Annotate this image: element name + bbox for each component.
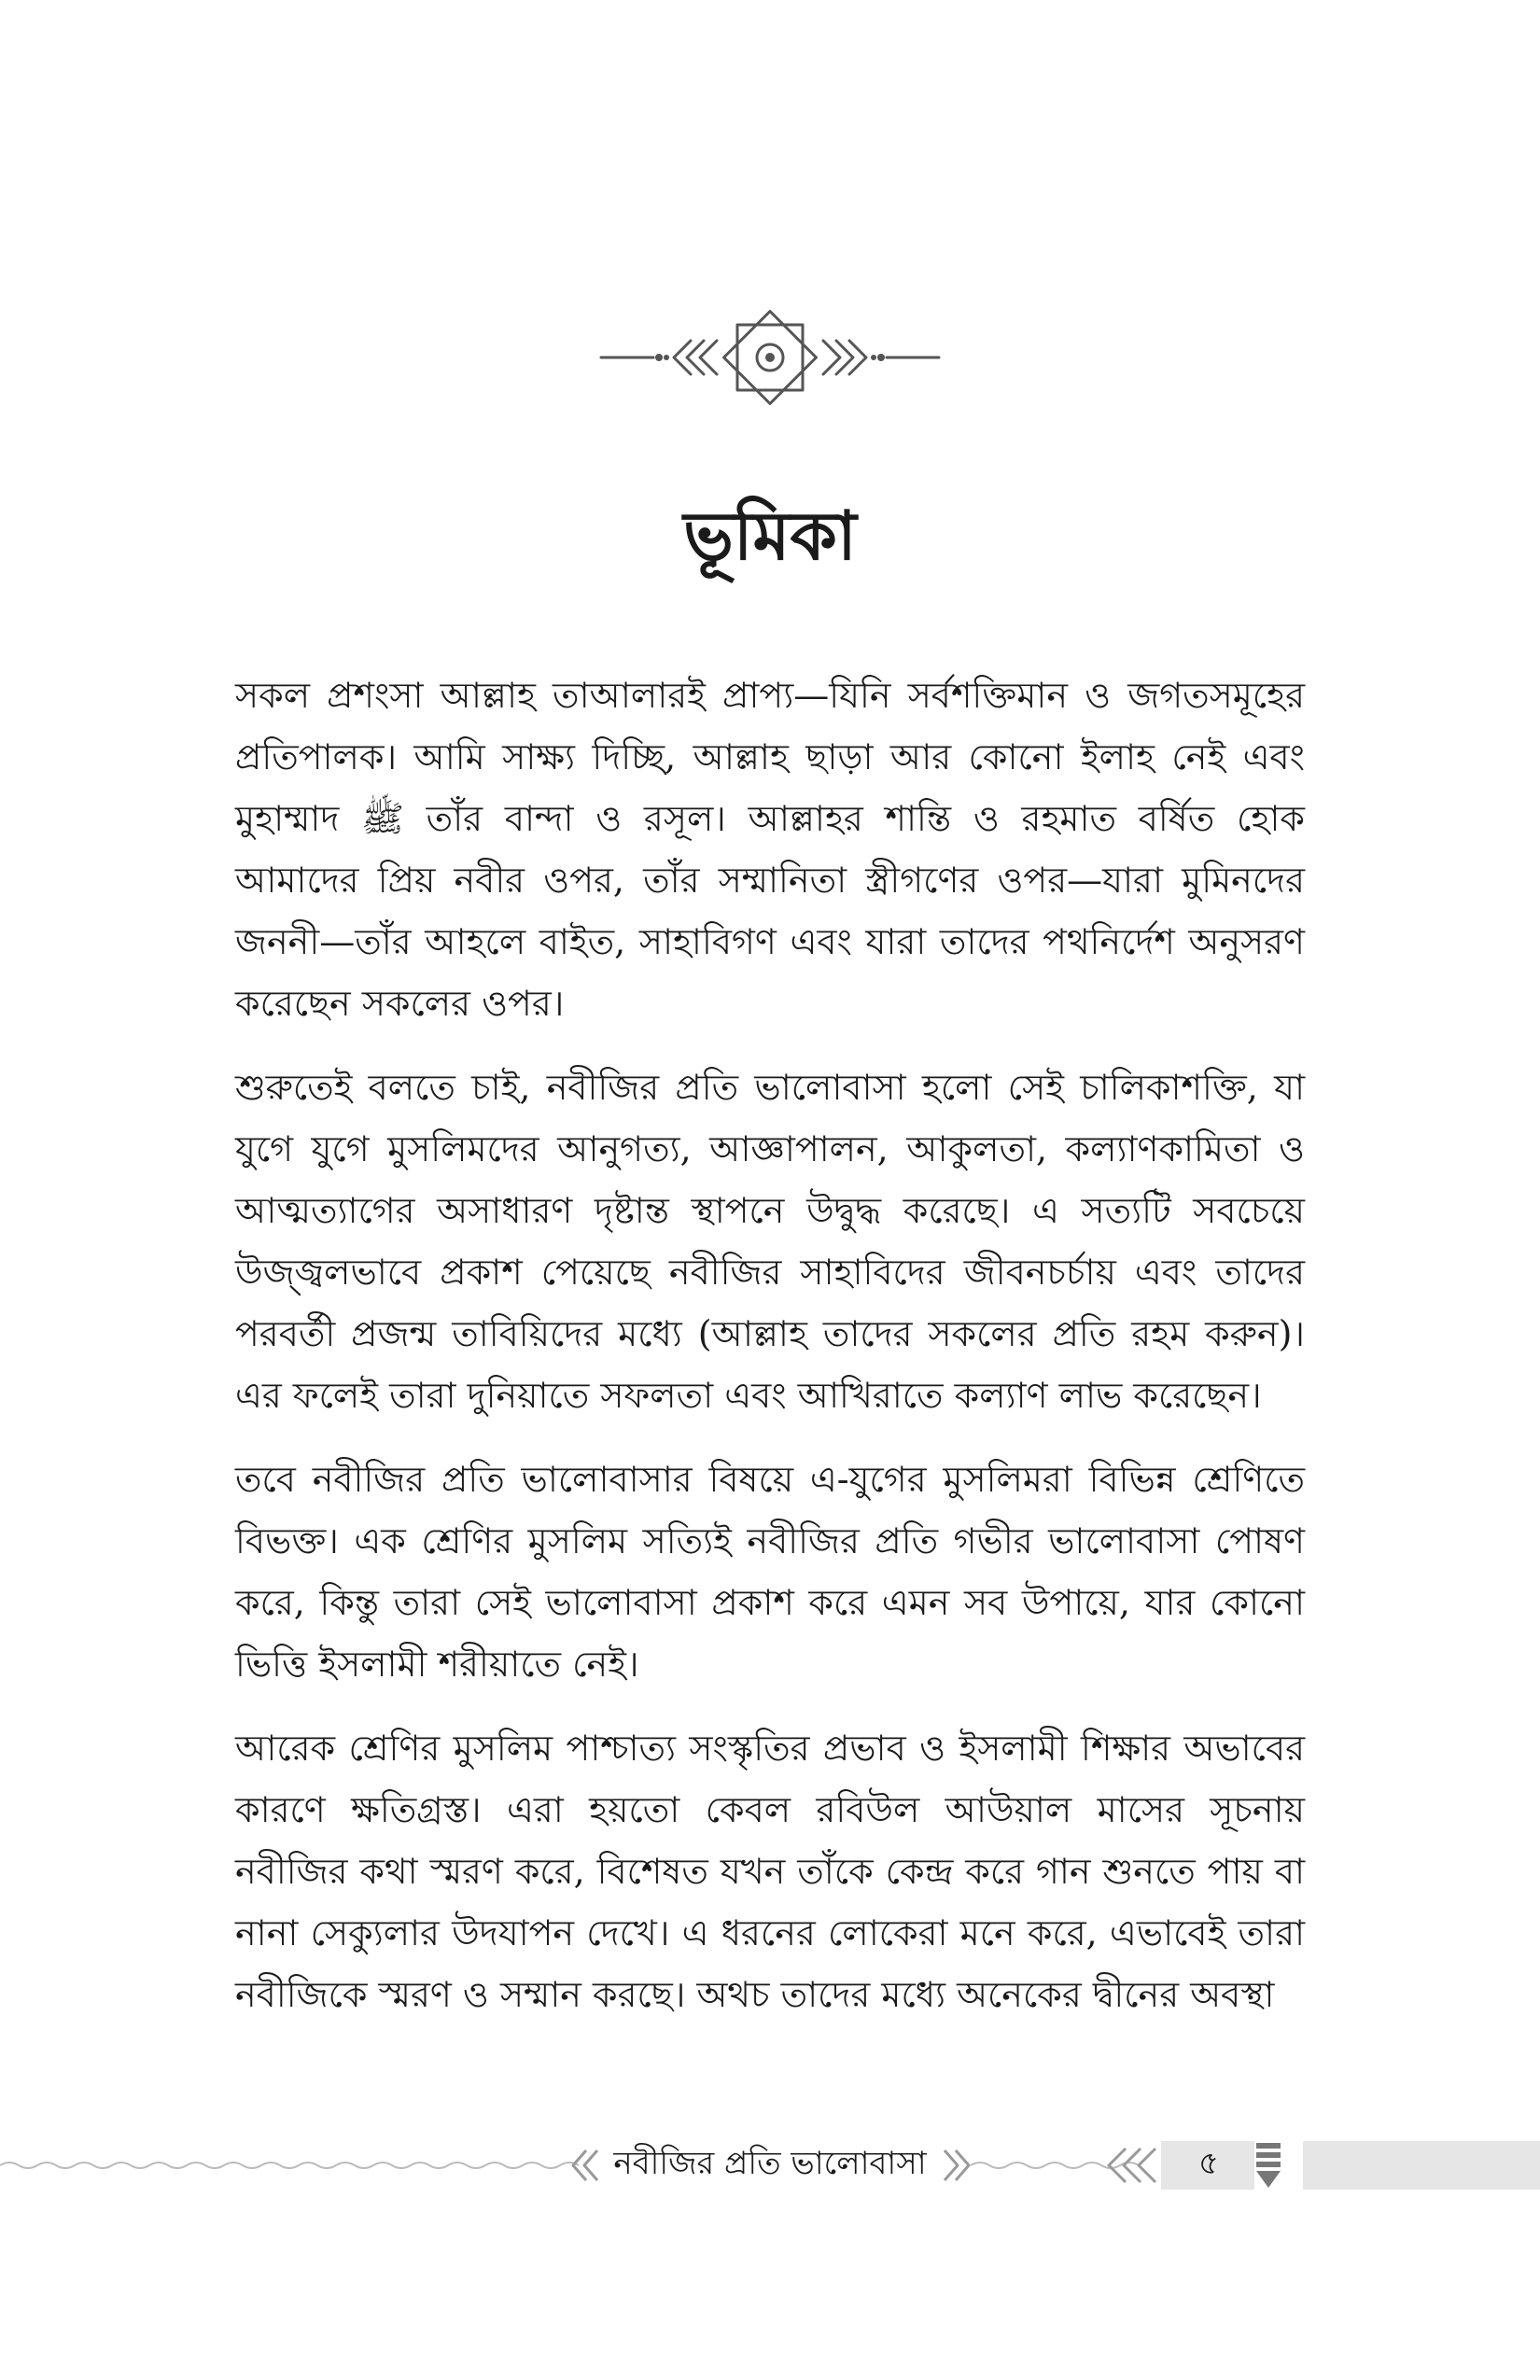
page-number: ৫ (1197, 2145, 1220, 2182)
page-footer (0, 2137, 1540, 2193)
paragraph: আরেক শ্রেণির মুসলিম পাশ্চাত্য সংস্কৃতির প্রভাব ও ইসলামী শিক্ষার অভাবের কারণে ক্ষতিগ্রস্ত। এরা হয়তো কেবল রবিউল আউয়াল মাসের সূচনায় নবীজির কথা স্মরণ করে, বিশেষত যখন তাঁকে কেন্দ্র করে গান শুনতে পায় বা নানা সেক্যুলার উদযাপন দেখে। এ ধরনের লোকেরা মনে করে, এভাবেই তারা নবীজিকে স্মরণ ও সম্মান করছে। অথচ তাদের মধ্যে অনেকের দ্বীনের অবস্থা (235, 1728, 1305, 2015)
chapter-title: ভূমিকা (683, 497, 857, 575)
body-text (235, 665, 1305, 2048)
paragraph: সকল প্রশংসা আল্লাহ তাআলারই প্রাপ্য—যিনি সর্বশক্তিমান ও জগতসমূহের প্রতিপালক। আমি সাক্ষ্য দিচ্ছি, আল্লাহ ছাড়া আর কোনো ইলাহ নেই এবং মুহাম্মাদ ﷺ তাঁর বান্দা ও রসূল। আল্লাহর শান্তি ও রহমাত বর্ষিত হোক আমাদের প্রিয় নবীর ওপর, তাঁর সম্মানিতা স্ত্রীগণের ওপর—যারা মুমিনদের জননী—তাঁর আহলে বাইত, সাহাবিগণ এবং যারা তাদের পথনির্দেশ অনুসরণ করেছেন সকলের ওপর। (235, 675, 1305, 1024)
running-title: নবীজির প্রতি ভালোবাসা (613, 2145, 927, 2182)
paragraph: তবে নবীজির প্রতি ভালোবাসার বিষয়ে এ-যুগের মুসলিমরা বিভিন্ন শ্রেণিতে বিভক্ত। এক শ্রেণির মুসলিম সত্যিই নবীজির প্রতি গভীর ভালোবাসা পোষণ করে, কিন্তু তারা সেই ভালোবাসা প্রকাশ করে এমন সব উপায়ে, যার কোনো ভিত্তি ইসলামী শরীয়াতে নেই। (235, 1459, 1305, 1685)
paragraph: শুরুতেই বলতে চাই, নবীজির প্রতি ভালোবাসা হলো সেই চালিকাশক্তি, যা যুগে যুগে মুসলিমদের আনুগত্য, আজ্ঞাপালন, আকুলতা, কল্যাণকামিতা ও আত্মত্যাগের অসাধারণ দৃষ্টান্ত স্থাপনে উদ্বুদ্ধ করেছে। এ সত্যটি সবচেয়ে উজ্জ্বলভাবে প্রকাশ পেয়েছে নবীজির সাহাবিদের জীবনচর্চায় এবং তাদের পরবর্তী প্রজন্ম তাবিয়িদের মধ্যে (আল্লাহ তাদের সকলের প্রতি রহম করুন)। এর ফলেই তারা দুনিয়াতে সফলতা এবং আখিরাতে কল্যাণ লাভ করেছেন। (235, 1067, 1305, 1416)
chapter-ornament-icon (597, 297, 943, 418)
